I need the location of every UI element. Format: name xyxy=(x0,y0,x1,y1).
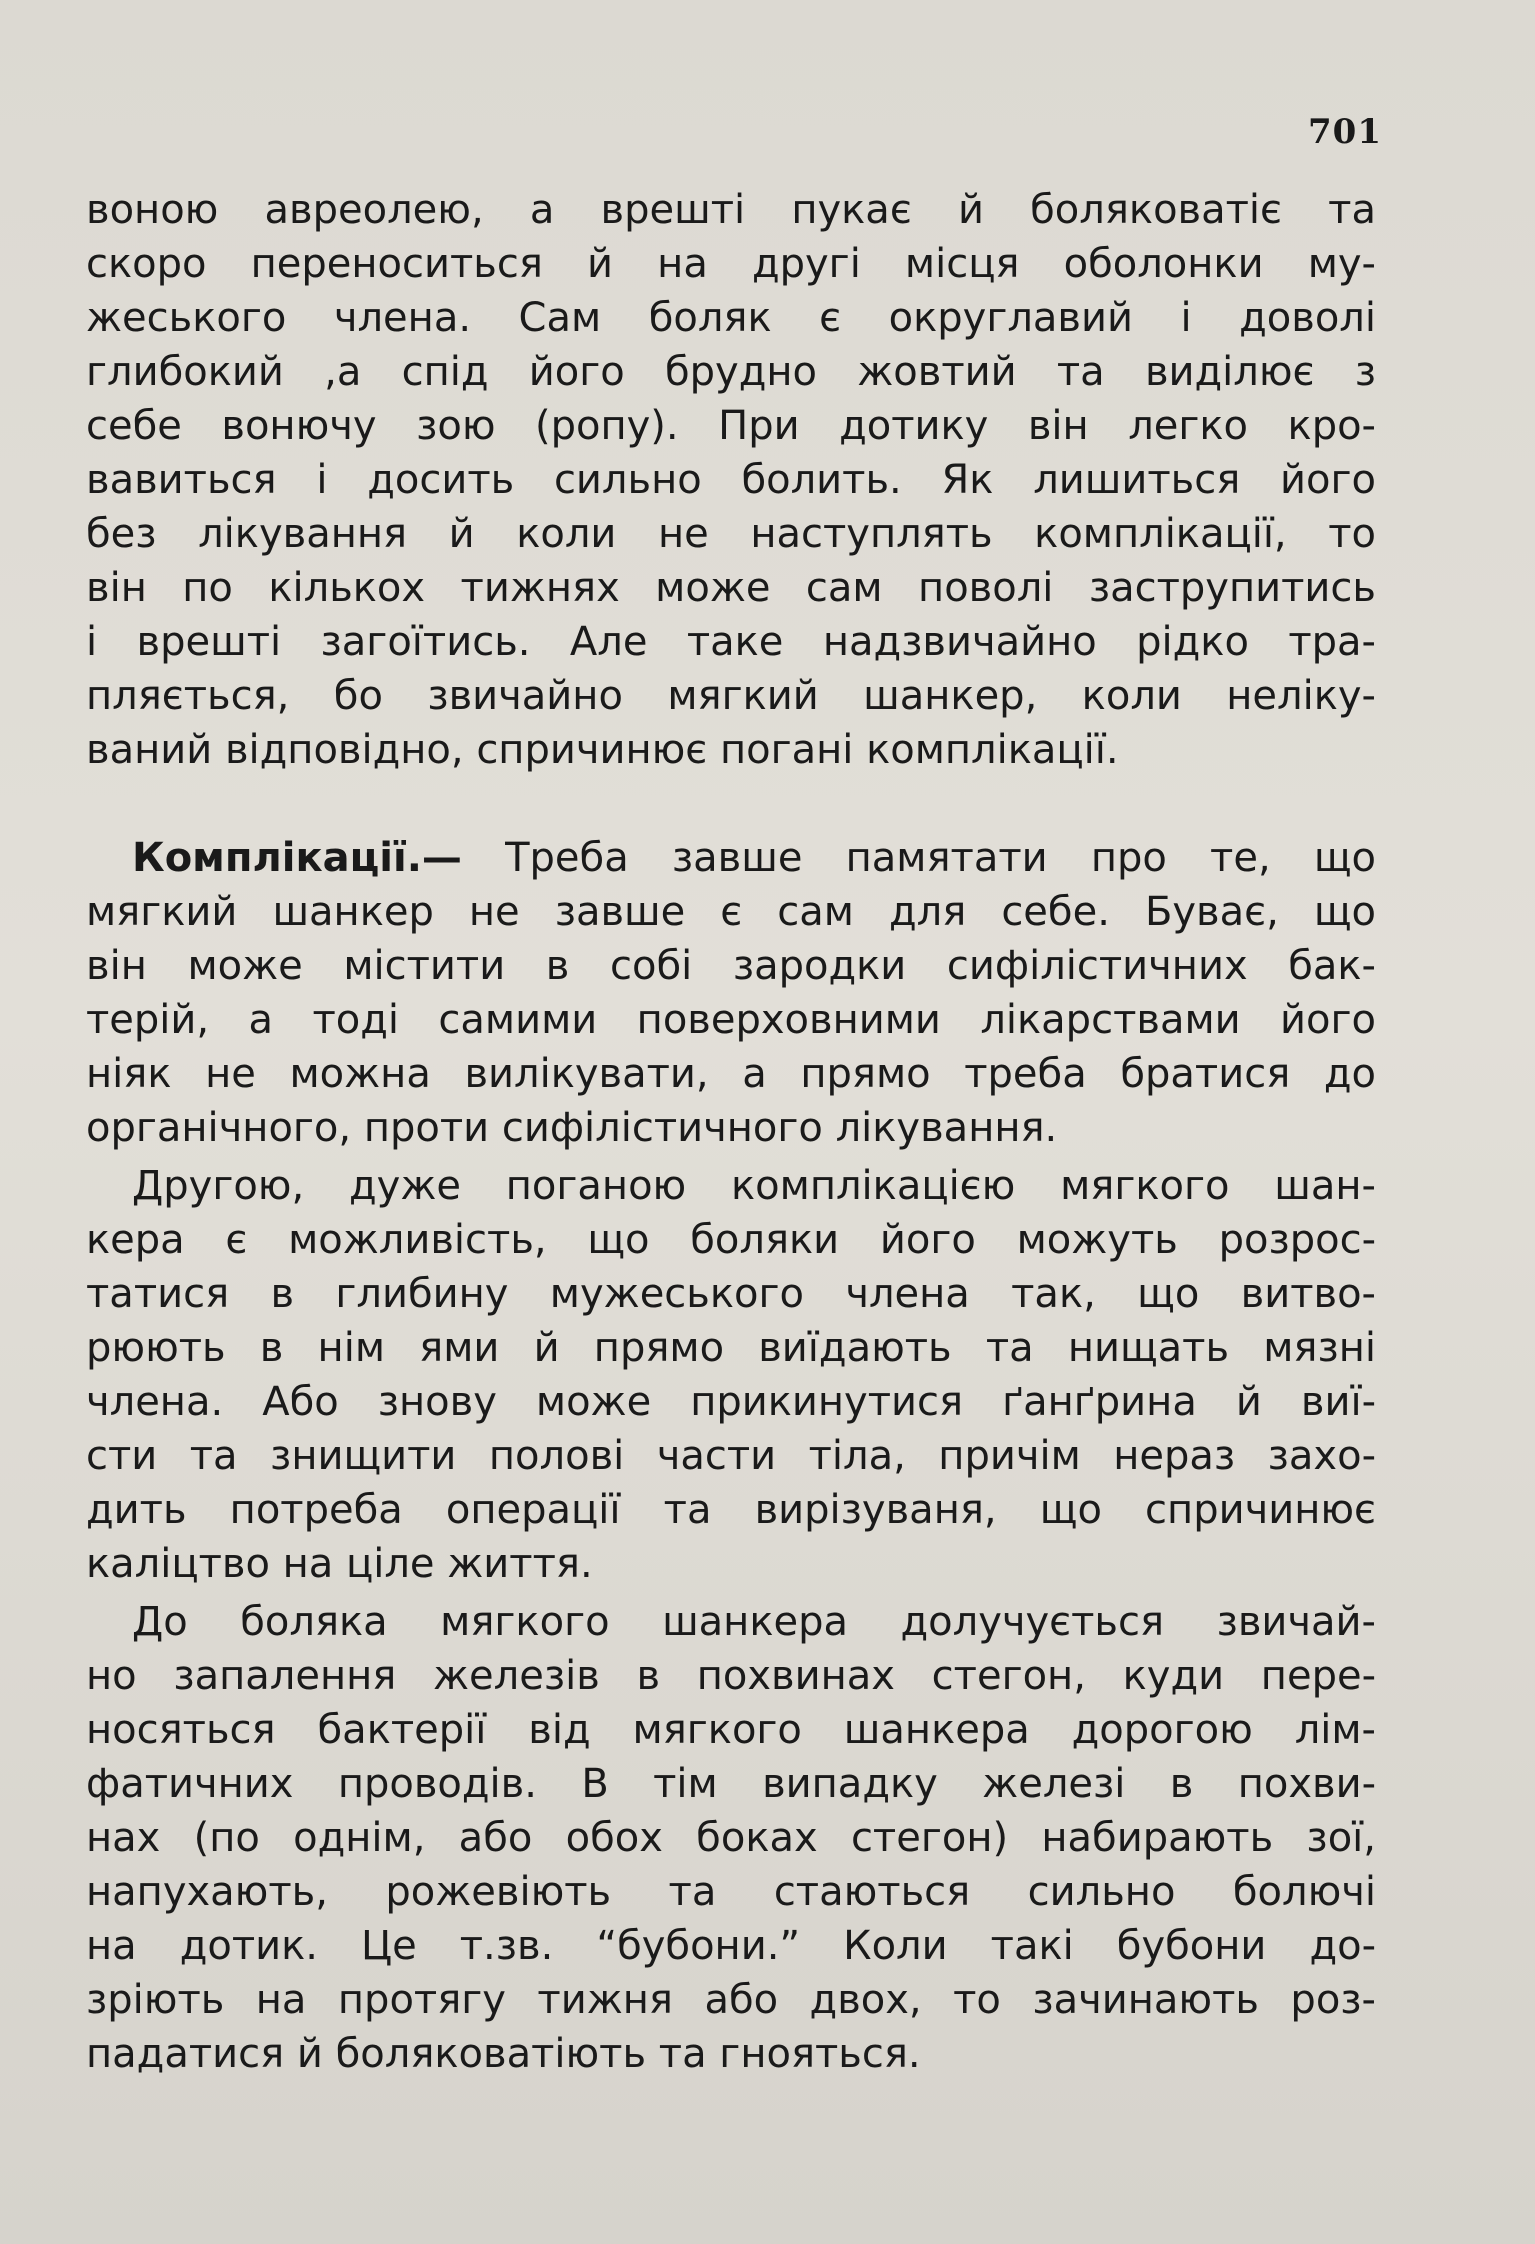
text-line: скоро переноситься й на другі місця оболонки му- xyxy=(86,241,1376,287)
text-line: пляється, бо звичайно мягкий шанкер, коли неліку- xyxy=(86,673,1376,719)
text-line: сти та знищити полові части тіла, причім нераз захо- xyxy=(86,1433,1376,1479)
text-line: но запалення железів в похвинах стегон, куди пере- xyxy=(86,1653,1376,1699)
section-heading-line xyxy=(132,832,1376,884)
text-line: падатися й боляковатіють та гнояться. xyxy=(86,2031,921,2077)
text-line: глибокий ,а спід його брудно жовтий та виділює з xyxy=(86,349,1376,395)
text-line: нах (по однім, або обох боках стегон) набирають зої, xyxy=(86,1815,1376,1861)
heading-line-text: Треба завше памятати про те, що xyxy=(461,835,1376,881)
section-heading: Комплікації.— xyxy=(132,835,462,881)
text-line: зріють на протягу тижня або двох, то зачинають роз- xyxy=(86,1977,1376,2023)
text-line: і врешті загоїтись. Але таке надзвичайно рідко тра- xyxy=(86,619,1376,665)
text-line: мягкий шанкер не завше є сам для себе. Буває, що xyxy=(86,889,1376,935)
text-line: носяться бактерії від мягкого шанкера дорогою лім- xyxy=(86,1707,1376,1753)
text-line: органічного, проти сифілістичного лікування. xyxy=(86,1105,1058,1151)
text-line: він може містити в собі зародки сифілістичних бак- xyxy=(86,943,1376,989)
text-line: воною авреолею, а врешті пукає й боляковатіє та xyxy=(86,187,1376,233)
text-line: кера є можливість, що боляки його можуть розрос- xyxy=(86,1217,1376,1263)
text-line: ніяк не можна вилікувати, а прямо треба братися до xyxy=(86,1051,1376,1097)
text-line: напухають, рожевіють та стаються сильно болючі xyxy=(86,1869,1376,1915)
text-line: фатичних проводів. В тім випадку железі в похви- xyxy=(86,1761,1376,1807)
text-line: татися в глибину мужеського члена так, що витво- xyxy=(86,1271,1376,1317)
text-line: члена. Або знову може прикинутися ґанґрина й виї- xyxy=(86,1379,1376,1425)
text-line: жеського члена. Сам боляк є округлавий і доволі xyxy=(86,295,1376,341)
text-line: дить потреба операції та вирізуваня, що спричинює xyxy=(86,1487,1376,1533)
page-number: 701 xyxy=(1308,112,1382,152)
text-line: ваний відповідно, спричинює погані комплікації. xyxy=(86,727,1119,773)
text-line: вавиться і досить сильно болить. Як лишиться його xyxy=(86,457,1376,503)
text-line: на дотик. Це т.зв. “бубони.” Коли такі бубони до- xyxy=(86,1923,1376,1969)
text-line: без лікування й коли не наступлять комплікації, то xyxy=(86,511,1376,557)
text-line: До боляка мягкого шанкера долучується звичай- xyxy=(132,1599,1376,1645)
text-line: терій, а тоді самими поверховними лікарствами його xyxy=(86,997,1376,1043)
text-line: рюють в нім ями й прямо виїдають та нищать мязні xyxy=(86,1325,1376,1371)
text-line: він по кількох тижнях може сам поволі заструпитись xyxy=(86,565,1376,611)
text-line: каліцтво на ціле життя. xyxy=(86,1541,593,1587)
text-line: себе вонючу зою (ропу). При дотику він легко кро- xyxy=(86,403,1376,449)
text-line: Другою, дуже поганою комплікацією мягкого шан- xyxy=(132,1163,1376,1209)
